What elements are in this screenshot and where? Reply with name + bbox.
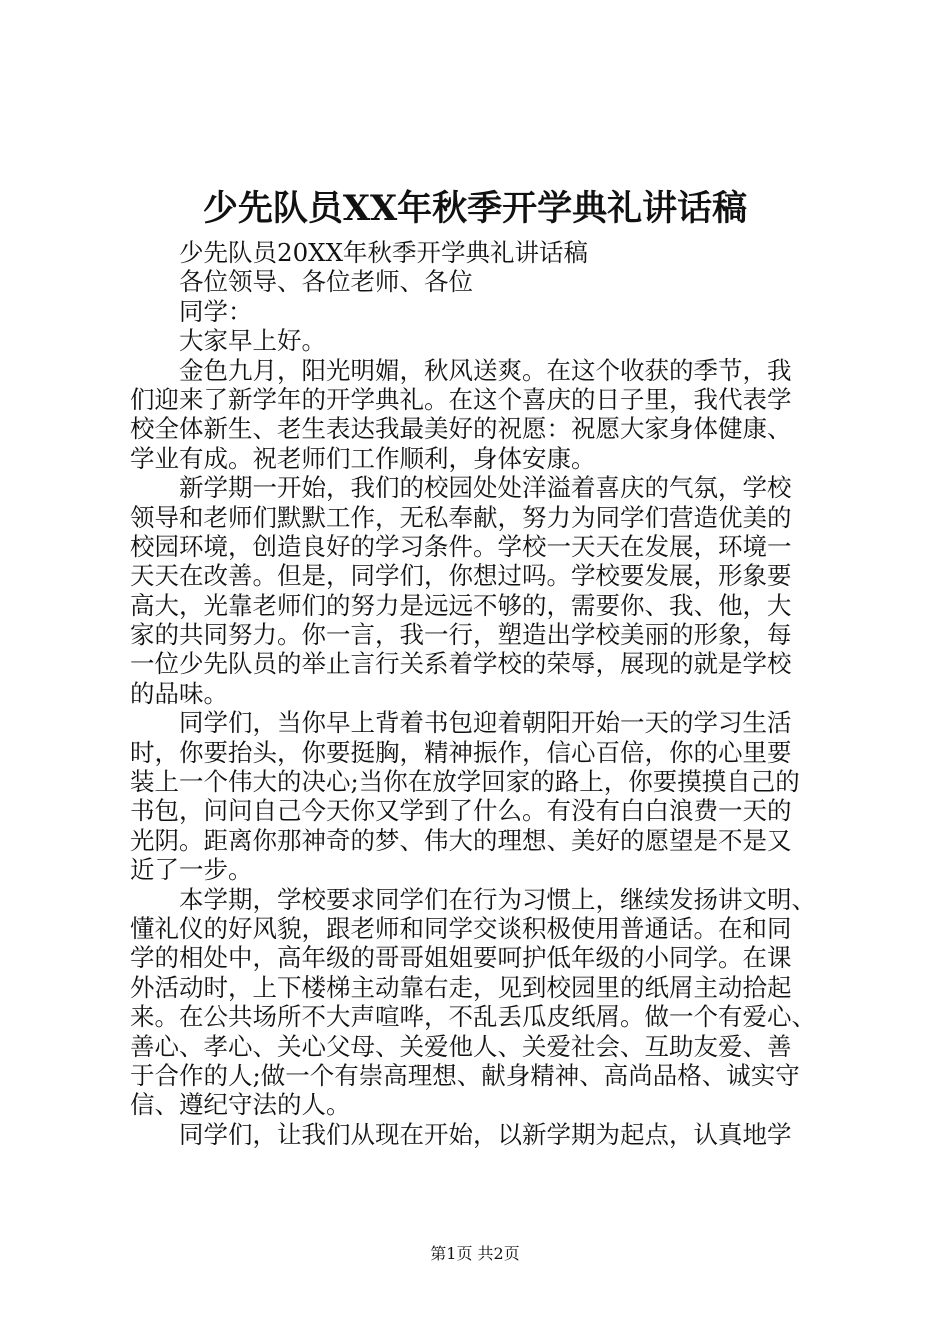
text-line: 新学期一开始，我们的校园处处洋溢着喜庆的气氛，学校 bbox=[179, 473, 792, 503]
page-footer: 第1页 共2页 bbox=[430, 1244, 520, 1263]
text-line: 同学们，当你早上背着书包迎着朝阳开始一天的学习生活 bbox=[179, 708, 792, 738]
text-line: 家的共同努力。你一言，我一行，塑造出学校美丽的形象，每 bbox=[130, 620, 792, 650]
text-line: 学的相处中，高年级的哥哥姐姐要呵护低年级的小同学。在课 bbox=[130, 943, 792, 973]
text-line: 各位领导、各位老师、各位 bbox=[179, 267, 473, 297]
text-line: 们迎来了新学年的开学典礼。在这个喜庆的日子里，我代表学 bbox=[130, 384, 792, 414]
document-title: 少先队员XX年秋季开学典礼讲话稿 bbox=[202, 188, 748, 229]
text-line: 大家早上好。 bbox=[179, 326, 326, 356]
text-line: 高大，光靠老师们的努力是远远不够的，需要你、我、他，大 bbox=[130, 590, 792, 620]
text-line: 学业有成。祝老师们工作顺利，身体安康。 bbox=[130, 443, 596, 473]
text-line: 信、遵纪守法的人。 bbox=[130, 1090, 351, 1120]
text-line: 校园环境，创造良好的学习条件。学校一天天在发展，环境一 bbox=[130, 531, 792, 561]
text-line: 少先队员20XX年秋季开学典礼讲话稿 bbox=[179, 238, 589, 267]
text-line: 装上一个伟大的决心;当你在放学回家的路上，你要摸摸自己的 bbox=[130, 767, 800, 797]
text-line: 来。在公共场所不大声喧哗，不乱丢瓜皮纸屑。做一个有爱心、 bbox=[130, 1002, 816, 1032]
text-line: 光阴。距离你那神奇的梦、伟大的理想、美好的愿望是不是又 bbox=[130, 825, 792, 855]
text-line: 领导和老师们默默工作，无私奉献，努力为同学们营造优美的 bbox=[130, 502, 792, 532]
document-body bbox=[130, 238, 835, 1149]
text-line: 校全体新生、老生表达我最美好的祝愿：祝愿大家身体健康、 bbox=[130, 414, 792, 444]
text-line: 懂礼仪的好风貌，跟老师和同学交谈积极使用普通话。在和同 bbox=[130, 913, 792, 943]
text-line: 一位少先队员的举止言行关系着学校的荣辱，展现的就是学校 bbox=[130, 649, 792, 679]
text-line: 近了一步。 bbox=[130, 855, 253, 885]
text-line: 同学： bbox=[179, 296, 253, 326]
text-line: 本学期，学校要求同学们在行为习惯上，继续发扬讲文明、 bbox=[179, 884, 816, 914]
text-line: 金色九月，阳光明媚，秋风送爽。在这个收获的季节，我 bbox=[179, 355, 792, 385]
text-line: 于合作的人;做一个有崇高理想、献身精神、高尚品格、诚实守 bbox=[130, 1060, 800, 1090]
text-line: 善心、孝心、关心父母、关爱他人、关爱社会、互助友爱、善 bbox=[130, 1031, 792, 1061]
text-line: 外活动时，上下楼梯主动靠右走，见到校园里的纸屑主动拾起 bbox=[130, 972, 792, 1002]
text-line: 天天在改善。但是，同学们，你想过吗。学校要发展，形象要 bbox=[130, 561, 792, 591]
text-line: 的品味。 bbox=[130, 678, 228, 708]
text-line: 书包，问问自己今天你又学到了什么。有没有白白浪费一天的 bbox=[130, 796, 792, 826]
text-line: 同学们，让我们从现在开始，以新学期为起点，认真地学 bbox=[179, 1119, 792, 1149]
text-line: 时，你要抬头，你要挺胸，精神振作，信心百倍，你的心里要 bbox=[130, 737, 792, 767]
